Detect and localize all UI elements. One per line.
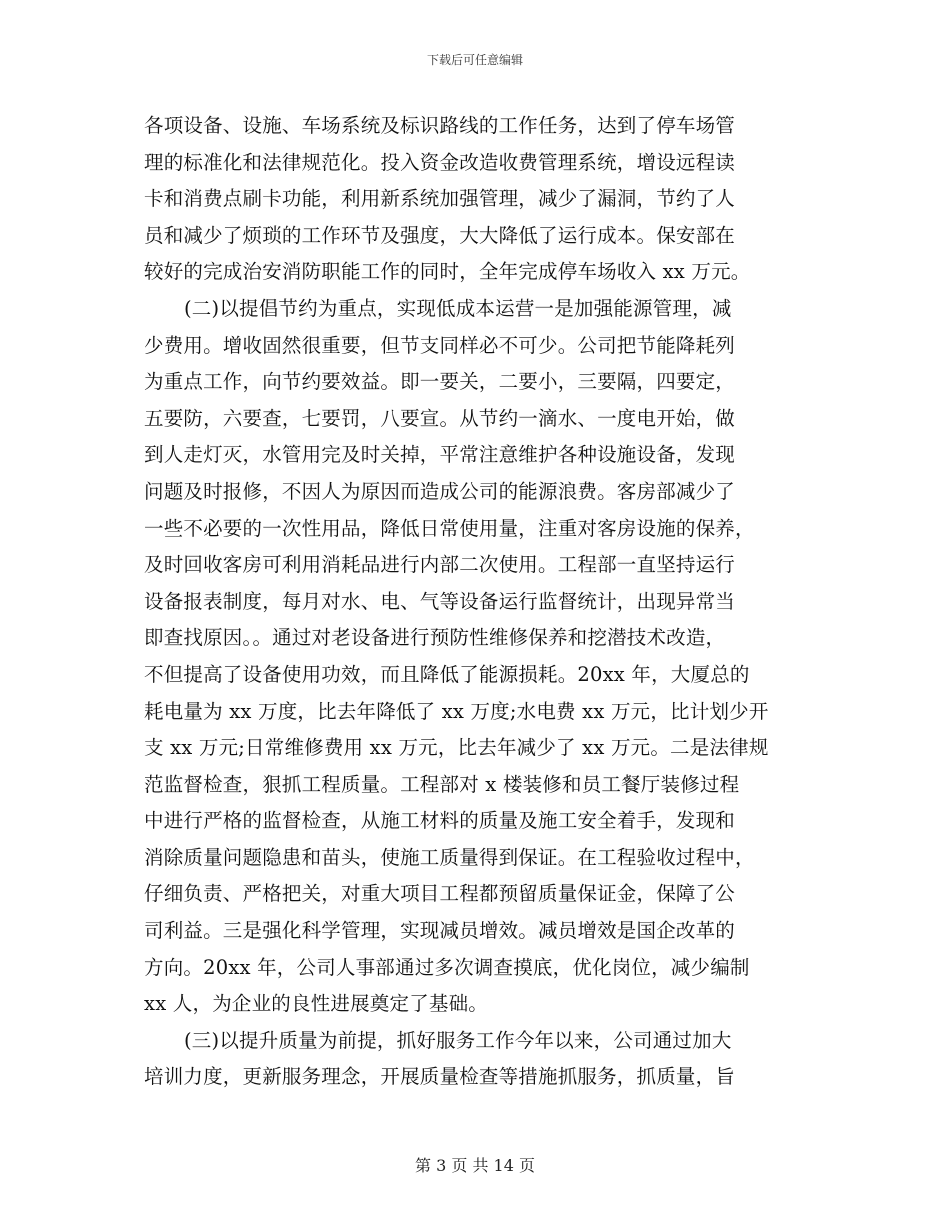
text-line: 仔细负责、严格把关，对重大项目工程都预留质量保证金，保障了公 [144, 882, 736, 906]
text-line: 一些不必要的一次性用品，降低日常使用量，注重对客房设施的保养， [144, 516, 755, 540]
text-line: 不但提高了设备使用功效，而且降低了能源损耗。20xx 年，大厦总的 [144, 662, 750, 686]
text-line: 较好的完成治安消防职能工作的同时，全年完成停车场收入 xx 万元。 [144, 260, 751, 284]
text-line: 设备报表制度，每月对水、电、气等设备运行监督统计，出现异常当 [144, 589, 736, 613]
text-line: 耗电量为 xx 万度，比去年降低了 xx 万度;水电费 xx 万元，比计划少开 [144, 699, 769, 723]
text-line: 培训力度，更新服务理念，开展质量检查等措施抓服务，抓质量，旨 [144, 1065, 736, 1089]
text-line: 中进行严格的监督检查，从施工材料的质量及施工安全着手，发现和 [144, 809, 736, 833]
text-line: xx 人，为企业的良性进展奠定了基础。 [144, 992, 488, 1016]
text-line: 方向。20xx 年，公司人事部通过多次调查摸底，优化岗位，减少编制 [144, 955, 750, 979]
text-line: 各项设备、设施、车场系统及标识路线的工作任务，达到了停车场管 [144, 114, 736, 137]
text-line: 理的标准化和法律规范化。投入资金改造收费管理系统，增设远程读 [144, 150, 736, 174]
text-line: 范监督检查，狠抓工程质量。工程部对 x 楼装修和员工餐厅装修过程 [144, 772, 740, 796]
text-line: 到人走灯灭，水管用完及时关掉，平常注意维护各种设施设备，发现 [144, 443, 736, 467]
text-line: 问题及时报修，不因人为原因而造成公司的能源浪费。客房部减少了 [144, 479, 736, 503]
text-line: 支 xx 万元;日常维修费用 xx 万元，比去年减少了 xx 万元。二是法律规 [144, 736, 769, 760]
text-line: 为重点工作，向节约要效益。即一要关，二要小，三要隔，四要定， [144, 370, 736, 394]
page-header-note: 下载后可任意编辑 [426, 53, 523, 67]
text-line: 即查找原因。。通过对老设备进行预防性维修保养和挖潜技术改造， [144, 626, 726, 650]
text-line: 五要防，六要查，七要罚，八要宣。从节约一滴水、一度电开始，做 [144, 406, 736, 430]
paragraph-start-line: (三)以提升质量为前提，抓好服务工作今年以来，公司通过加大 [184, 1028, 732, 1052]
text-line: 少费用。增收固然很重要，但节支同样必不可少。公司把节能降耗列 [144, 333, 736, 357]
paragraph-start-line: (二)以提倡节约为重点，实现低成本运营一是加强能源管理，减 [184, 296, 732, 320]
text-line: 卡和消费点刷卡功能，利用新系统加强管理，减少了漏洞，节约了人 [144, 187, 736, 211]
text-line: 员和减少了烦琐的工作环节及强度，大大降低了运行成本。保安部在 [144, 223, 736, 247]
document-body [144, 108, 812, 1096]
text-line: 消除质量问题隐患和苗头，使施工质量得到保证。在工程验收过程中， [144, 845, 755, 869]
text-line: 及时回收客房可利用消耗品进行内部二次使用。工程部一直坚持运行 [144, 553, 736, 577]
text-line: 司利益。三是强化科学管理，实现减员增效。减员增效是国企改革的 [144, 919, 736, 943]
page-number-footer: 第 3 页 共 14 页 [415, 1156, 535, 1175]
